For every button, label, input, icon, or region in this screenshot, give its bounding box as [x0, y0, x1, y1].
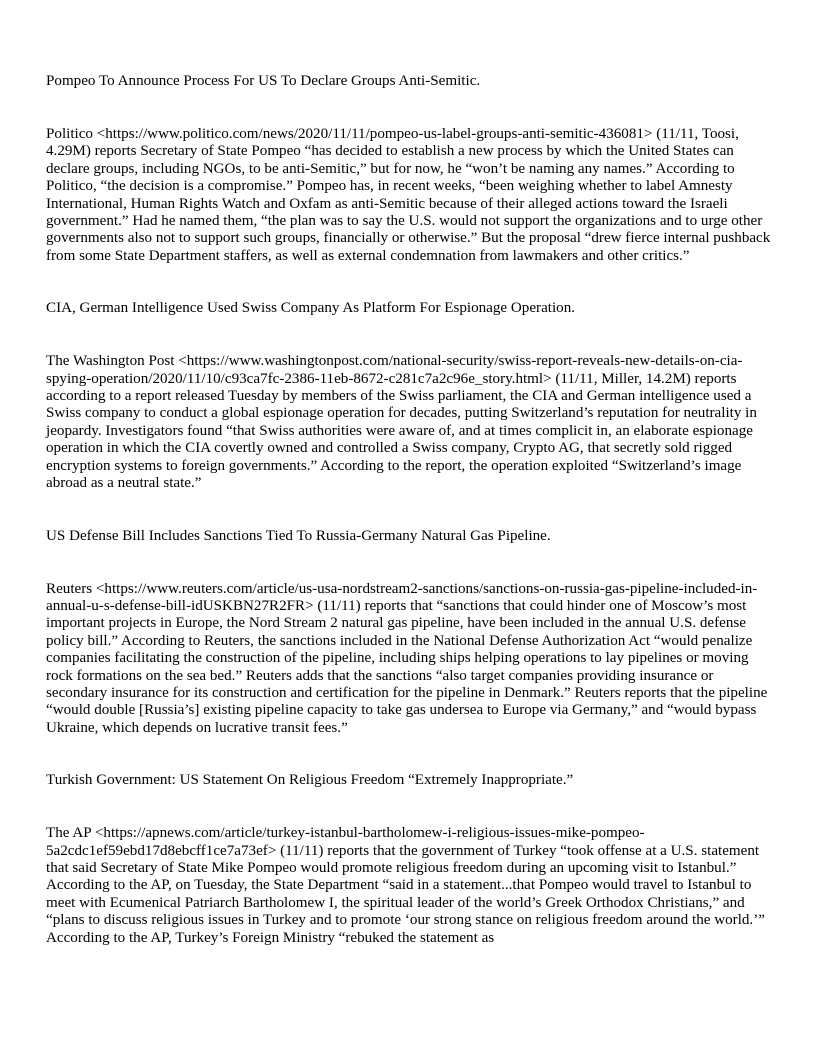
article-body: The AP <https://apnews.com/article/turkey-istanbul-bartholomew-i-religious-issues-mike-pompeo-5a2cdc1ef59ebd17d8ebcff1ce7a73ef> (11/11) reports that the government of Turkey “took offense at a U.S. statement that said Secretary of State Mike Pompeo would promote religious freedom during an upcoming visit to Istanbul.” According to the AP, on Tuesday, the State Department “said in a statement...that Pompeo would travel to Istanbul to meet with Ecumenical Patriarch Bartholomew I, the spiritual leader of the world’s Greek Orthodox Christians,” and “plans to discuss religious issues in Turkey and to promote ‘our strong stance on religious freedom around the world.’” According to the AP, Turkey’s Foreign Ministry “rebuked the statement as: [46, 825, 765, 946]
article-body: The Washington Post <https://www.washingtonpost.com/national-security/swiss-report-reveals-new-details-on-cia-spying-operation/2020/11/10/c93ca7fc-2386-11eb-8672-c281c7a2c96e_story.html> (11/11, Miller, 14.2M) reports according to a report released Tuesday by members of the Swiss parliament, the CIA and German intelligence used a Swiss company to conduct a global espionage operation for decades, putting Switzerland’s reputation for neutrality in jeopardy. Investigators found “that Swiss authorities were aware of, and at times complicit in, an elaborate espionage operation in which the CIA covertly owned and controlled a Swiss company, Crypto AG, that secretly sold rigged encryption systems to foreign governments.” According to the report, the operation exploited “Switzerland’s image abroad as a neutral state.”: [46, 353, 757, 492]
article-headline: US Defense Bill Includes Sanctions Tied To Russia-Germany Natural Gas Pipeline.: [46, 527, 551, 544]
article-body: Politico <https://www.politico.com/news/2020/11/11/pompeo-us-label-groups-anti-semitic-436081> (11/11, Toosi, 4.29M) reports Secretary of State Pompeo “has decided to establish a new process by which the United States can declare groups, including NGOs, to be anti-Semitic,” but for now, he “won’t be naming any names.” According to Politico, “the decision is a compromise.” Pompeo has, in recent weeks, “been weighing whether to label Amnesty International, Human Rights Watch and Oxfam as anti-Semitic because of their alleged actions toward the Israeli government.” Had he named them, “the plan was to say the U.S. would not support the organizations and to urge other governments also not to support such groups, financially or otherwise.” But the proposal “drew fierce internal pushback from some State Department staffers, as well as external condemnation from lawmakers and other critics.”: [46, 126, 771, 264]
article-headline: CIA, German Intelligence Used Swiss Company As Platform For Espionage Operation.: [46, 300, 576, 317]
article-headline: Pompeo To Announce Process For US To Declare Groups Anti-Semitic.: [46, 73, 481, 89]
article-body: Reuters <https://www.reuters.com/article/us-usa-nordstream2-sanctions/sanctions-on-russia-gas-pipeline-included-in-annual-u-s-defense-bill-idUSKBN27R2FR> (11/11) reports that “sanctions that could hinder one of Moscow’s most important projects in Europe, the Nord Stream 2 natural gas pipeline, have been included in the annual U.S. defense policy bill.” According to Reuters, the sanctions included in the National Defense Authorization Act “would penalize companies facilitating the construction of the pipeline, including ships helping operations to lay pipelines or moving rock formations on the sea bed.” Reuters adds that the sanctions “also target companies providing insurance or secondary insurance for its construction and certification for the pipeline in Denmark.” Reuters reports that the pipeline “would double [Russia’s] existing pipeline capacity to take gas undersea to Europe via Germany,” and “would bypass Ukraine, which depends on lucrative transit fees.”: [46, 580, 768, 736]
article-headline: Turkish Government: US Statement On Religious Freedom “Extremely Inappropriate.”: [46, 772, 574, 789]
document-page: [46, 72, 774, 947]
